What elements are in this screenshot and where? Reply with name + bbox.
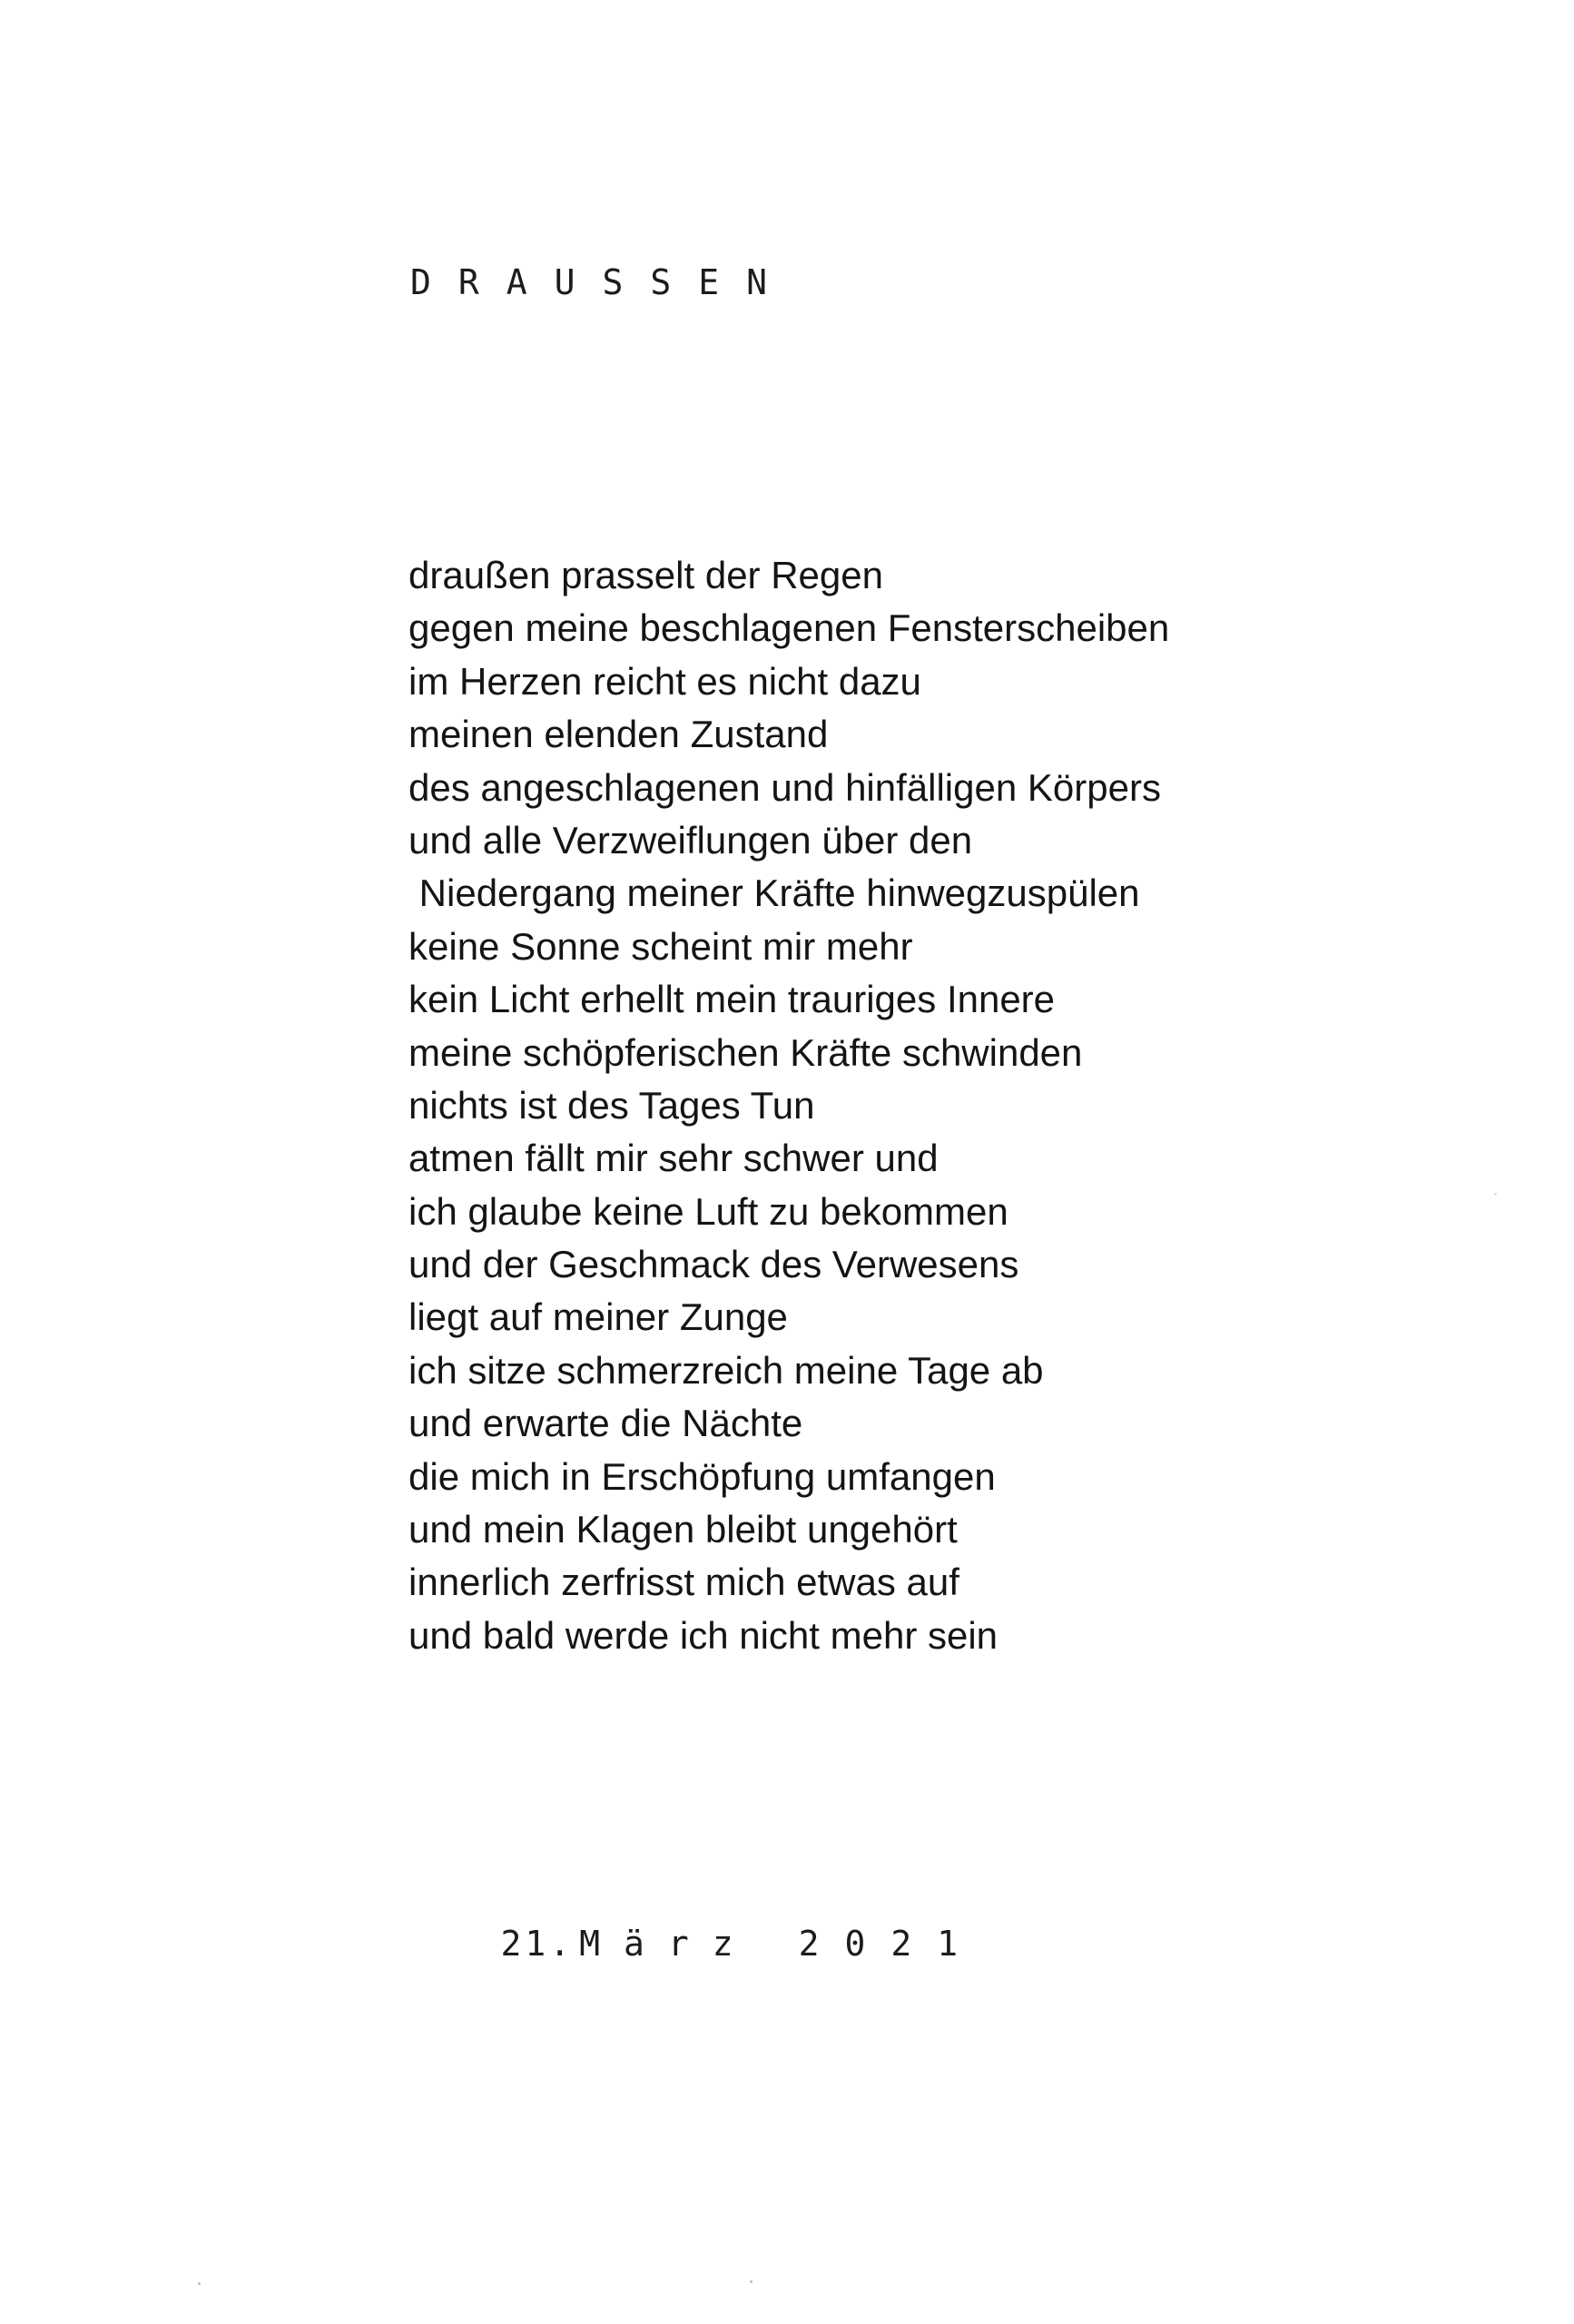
poem-line: nichts ist des Tages Tun	[408, 1083, 815, 1127]
poem-line: meinen elenden Zustand	[408, 713, 829, 756]
poem-line: keine Sonne scheint mir mehr	[408, 924, 913, 968]
poem-line: und der Geschmack des Verwesens	[408, 1243, 1019, 1286]
poem-line: kein Licht erhellt mein trauriges Innere	[408, 978, 1056, 1021]
scan-speck	[198, 2282, 201, 2285]
poem-line: innerlich zerfrisst mich etwas auf	[408, 1561, 959, 1604]
poem-line: gegen meine beschlagenen Fensterscheiben	[408, 606, 1170, 650]
poem-line: meine schöpferischen Kräfte schwinden	[408, 1030, 1083, 1074]
poem-line: im Herzen reicht es nicht dazu	[408, 659, 921, 703]
poem-title: DRAUSSEN	[410, 262, 795, 302]
poem-line: und mein Klagen bleibt ungehört	[408, 1508, 958, 1551]
poem-body	[408, 549, 1316, 1662]
poem-line: atmen fällt mir sehr schwer und	[408, 1137, 939, 1180]
scan-speck	[1494, 1193, 1497, 1196]
poem-line: ich glaube keine Luft zu bekommen	[408, 1189, 1008, 1233]
date-year: 2021	[798, 1924, 984, 1964]
poem-line: des angeschlagenen und hinfälligen Körpers	[408, 765, 1161, 809]
poem-line: Niedergang meiner Kräfte hinwegzuspülen	[408, 872, 1140, 915]
date-day: 21.	[500, 1924, 575, 1964]
poem-date	[418, 1892, 983, 1995]
poem-line: und erwarte die Nächte	[408, 1402, 803, 1445]
date-month: März	[579, 1924, 757, 1964]
poem-line: und alle Verzweiflungen über den	[408, 818, 973, 862]
poem-line: draußen prasselt der Regen	[408, 554, 883, 596]
poem-line: die mich in Erschöpfung umfangen	[408, 1454, 996, 1498]
poem-line: liegt auf meiner Zunge	[408, 1295, 788, 1339]
poem-line: ich sitze schmerzreich meine Tage ab	[408, 1348, 1044, 1392]
scan-speck	[750, 2280, 753, 2283]
poem-line: und bald werde ich nicht mehr sein	[408, 1613, 999, 1657]
